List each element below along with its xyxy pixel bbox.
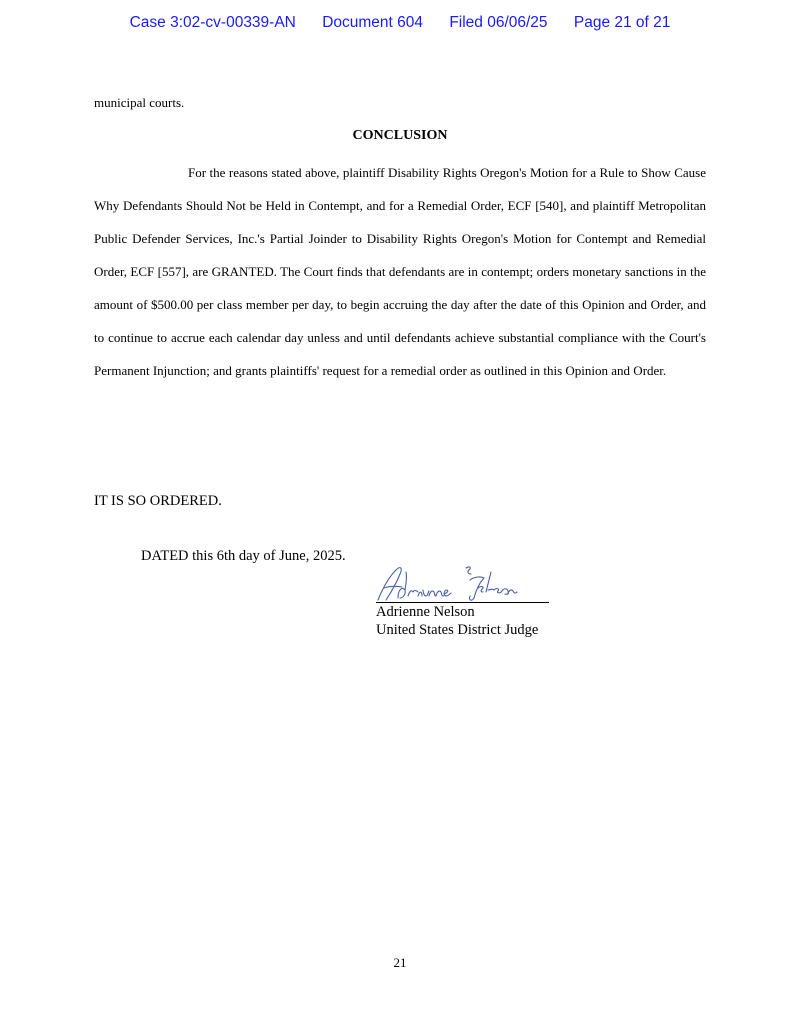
continuation-text: municipal courts. bbox=[94, 95, 185, 110]
page-count: Page 21 of 21 bbox=[573, 14, 671, 31]
filed-date: Filed 06/06/25 bbox=[449, 14, 548, 31]
section-heading: CONCLUSION bbox=[352, 128, 448, 143]
dated-line: DATED this 6th day of June, 2025. bbox=[141, 548, 346, 564]
case-number: Case 3:02-cv-00339-AN bbox=[129, 14, 296, 31]
judge-name: Adrienne Nelson bbox=[376, 604, 475, 620]
conclusion-paragraph: For the reasons stated above, plaintiff Disability Rights Oregon's Motion for a Rule to Show Cause Why Defendants Should Not be Held in Contempt, and for a Remedial Order, ECF [540], and plaintiff Metropolitan Public Defender Services, Inc.'s Partial Joinder to Disability Rights Oregon's Motion for Contempt and Remedial Order, ECF [557], are GRANTED. The Court finds that defendants are in contempt; orders monetary sanctions in the amount of $500.00 per class member per day, to begin accruing the day after the date of this Opinion and Order, and to continue to accrue each calendar day unless and until defendants achieve substantial compliance with the Court's Permanent Injunction; and grants plaintiffs' request for a remedial order as outlined in this Opinion and Order. bbox=[94, 165, 706, 378]
judge-signature bbox=[376, 564, 551, 604]
so-ordered-line: IT IS SO ORDERED. bbox=[94, 493, 222, 509]
page-number: 21 bbox=[393, 955, 407, 970]
document-number: Document 604 bbox=[322, 14, 423, 31]
signature-scribble bbox=[376, 564, 551, 604]
judge-title: United States District Judge bbox=[376, 622, 539, 638]
ecf-filing-header bbox=[0, 14, 800, 32]
